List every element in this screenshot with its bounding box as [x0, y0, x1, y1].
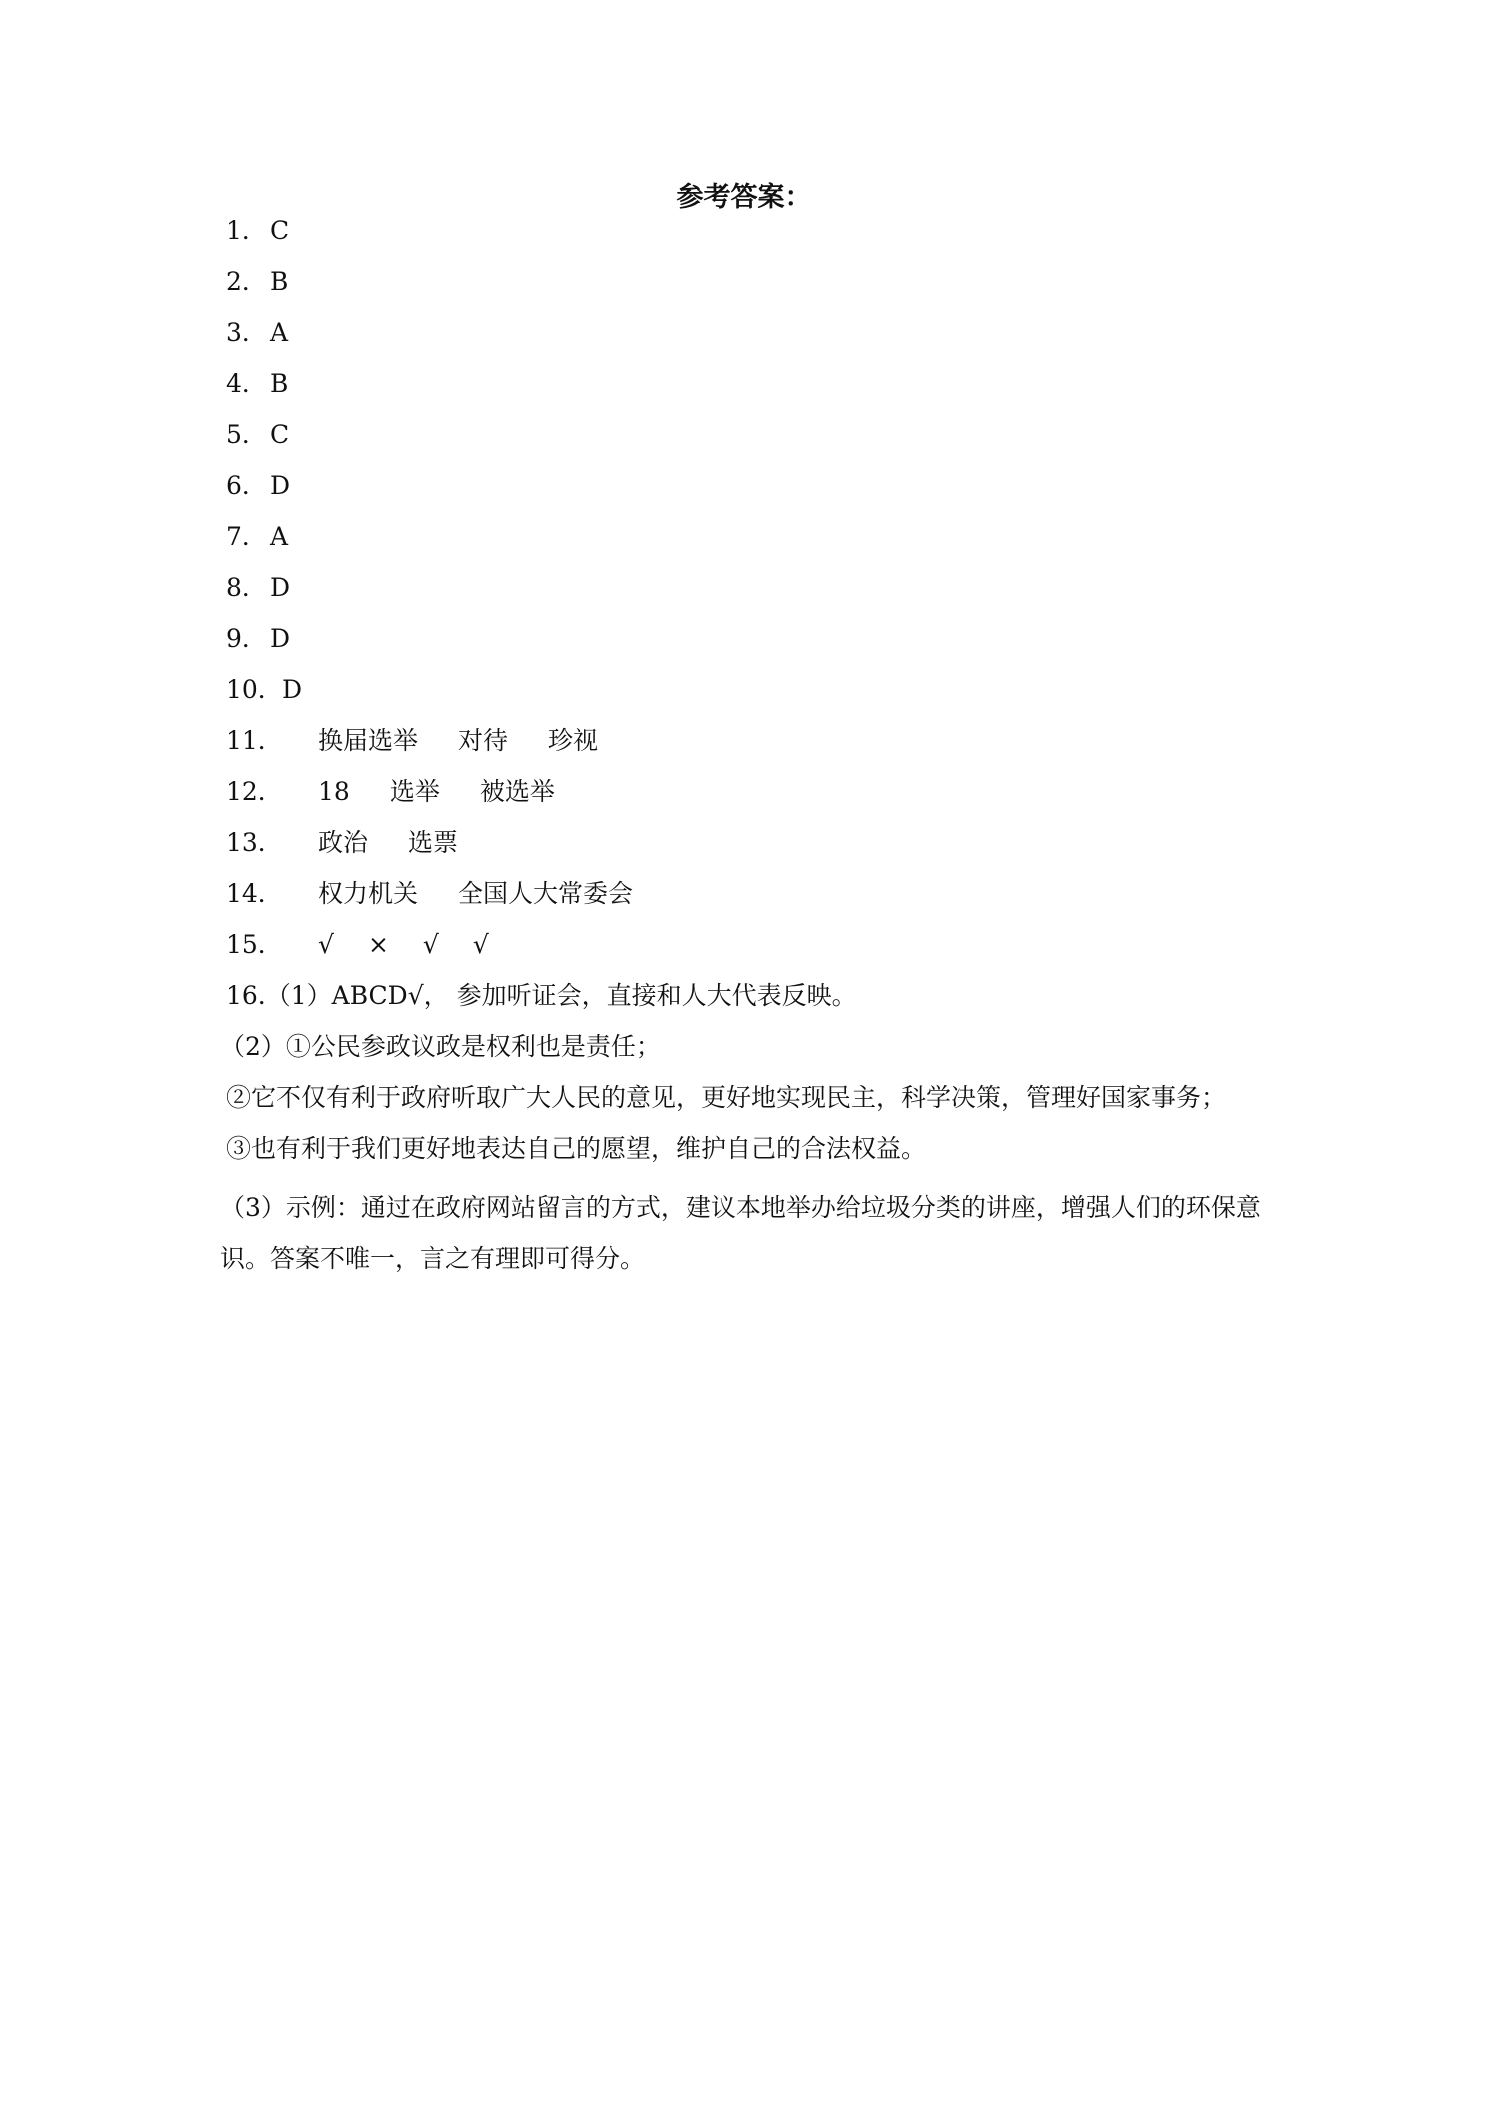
blank-answer: 18: [318, 777, 350, 806]
question-number: 13．: [226, 828, 283, 857]
question-number: 6．: [226, 471, 267, 500]
blank-answer: 政治: [318, 828, 369, 857]
question-number: 15．: [226, 930, 283, 959]
question-16-answer: [220, 978, 1286, 1284]
blank-answer: 对待: [458, 726, 509, 755]
question-number: 10．: [226, 675, 283, 704]
answer-row-10: [226, 672, 1286, 723]
q16-part-2-point-3: ③也有利于我们更好地表达自己的愿望，维护自己的合法权益。: [226, 1134, 927, 1163]
blank-answer: 选举: [389, 777, 440, 806]
blank-answer: 全国人大常委会: [458, 879, 634, 908]
blank-answer: √: [472, 930, 489, 959]
blank-answer: 被选举: [479, 777, 555, 806]
question-number: 9．: [226, 624, 267, 653]
answer-value: B: [270, 267, 289, 296]
answer-value: A: [270, 318, 289, 347]
question-number: 14．: [226, 879, 283, 908]
answer-row-8: [226, 570, 1286, 621]
blank-answer: ×: [367, 930, 389, 959]
blank-answer: 权力机关: [318, 879, 419, 908]
page-title: 参考答案：: [676, 182, 812, 213]
answer-row-3: [226, 315, 1286, 366]
answer-value: A: [270, 522, 289, 551]
fill-row-11: [226, 723, 1286, 774]
answer-value: D: [282, 675, 303, 704]
blank-answer: 珍视: [548, 726, 599, 755]
answer-value: D: [270, 573, 291, 602]
question-number: 1．: [226, 216, 267, 245]
blank-answer: 换届选举: [318, 726, 419, 755]
question-number: 4．: [226, 369, 267, 398]
question-number: 5．: [226, 420, 267, 449]
question-number: 7．: [226, 522, 267, 551]
answer-row-6: [226, 468, 1286, 519]
answer-row-7: [226, 519, 1286, 570]
answer-row-1: [226, 213, 1286, 264]
answer-row-4: [226, 366, 1286, 417]
question-number: 2．: [226, 267, 267, 296]
answer-list: [226, 213, 1286, 978]
answer-value: D: [270, 471, 291, 500]
q16-part-1: 16.（1）ABCD√， 参加听证会，直接和人大代表反映。: [226, 981, 857, 1010]
blank-answer: √: [318, 930, 334, 959]
q16-part-2-point-2: ②它不仅有利于政府听取广大人民的意见，更好地实现民主，科学决策，管理好国家事务；: [226, 1083, 1227, 1112]
answer-row-5: [226, 417, 1286, 468]
fill-row-13: [226, 825, 1286, 876]
blank-answer: 选票: [408, 828, 459, 857]
answer-row-2: [226, 264, 1286, 315]
answer-value: B: [270, 369, 289, 398]
question-number: 12．: [226, 777, 283, 806]
answer-value: C: [270, 216, 290, 245]
answer-value: D: [270, 624, 291, 653]
question-number: 8．: [226, 573, 267, 602]
question-number: 11．: [226, 726, 283, 755]
q16-part-3: （3）示例：通过在政府网站留言的方式，建议本地举办给垃圾分类的讲座，增强人们的环保意识。答案不唯一，言之有理即可得分。: [220, 1193, 1261, 1273]
fill-row-14: [226, 876, 1286, 927]
blank-answer: √: [422, 930, 439, 959]
q16-part-2: （2）①公民参政议政是权利也是责任；: [220, 1032, 661, 1061]
fill-row-12: [226, 774, 1286, 825]
answer-value: C: [270, 420, 290, 449]
fill-row-15: [226, 927, 1286, 978]
answer-row-9: [226, 621, 1286, 672]
question-number: 3．: [226, 318, 267, 347]
